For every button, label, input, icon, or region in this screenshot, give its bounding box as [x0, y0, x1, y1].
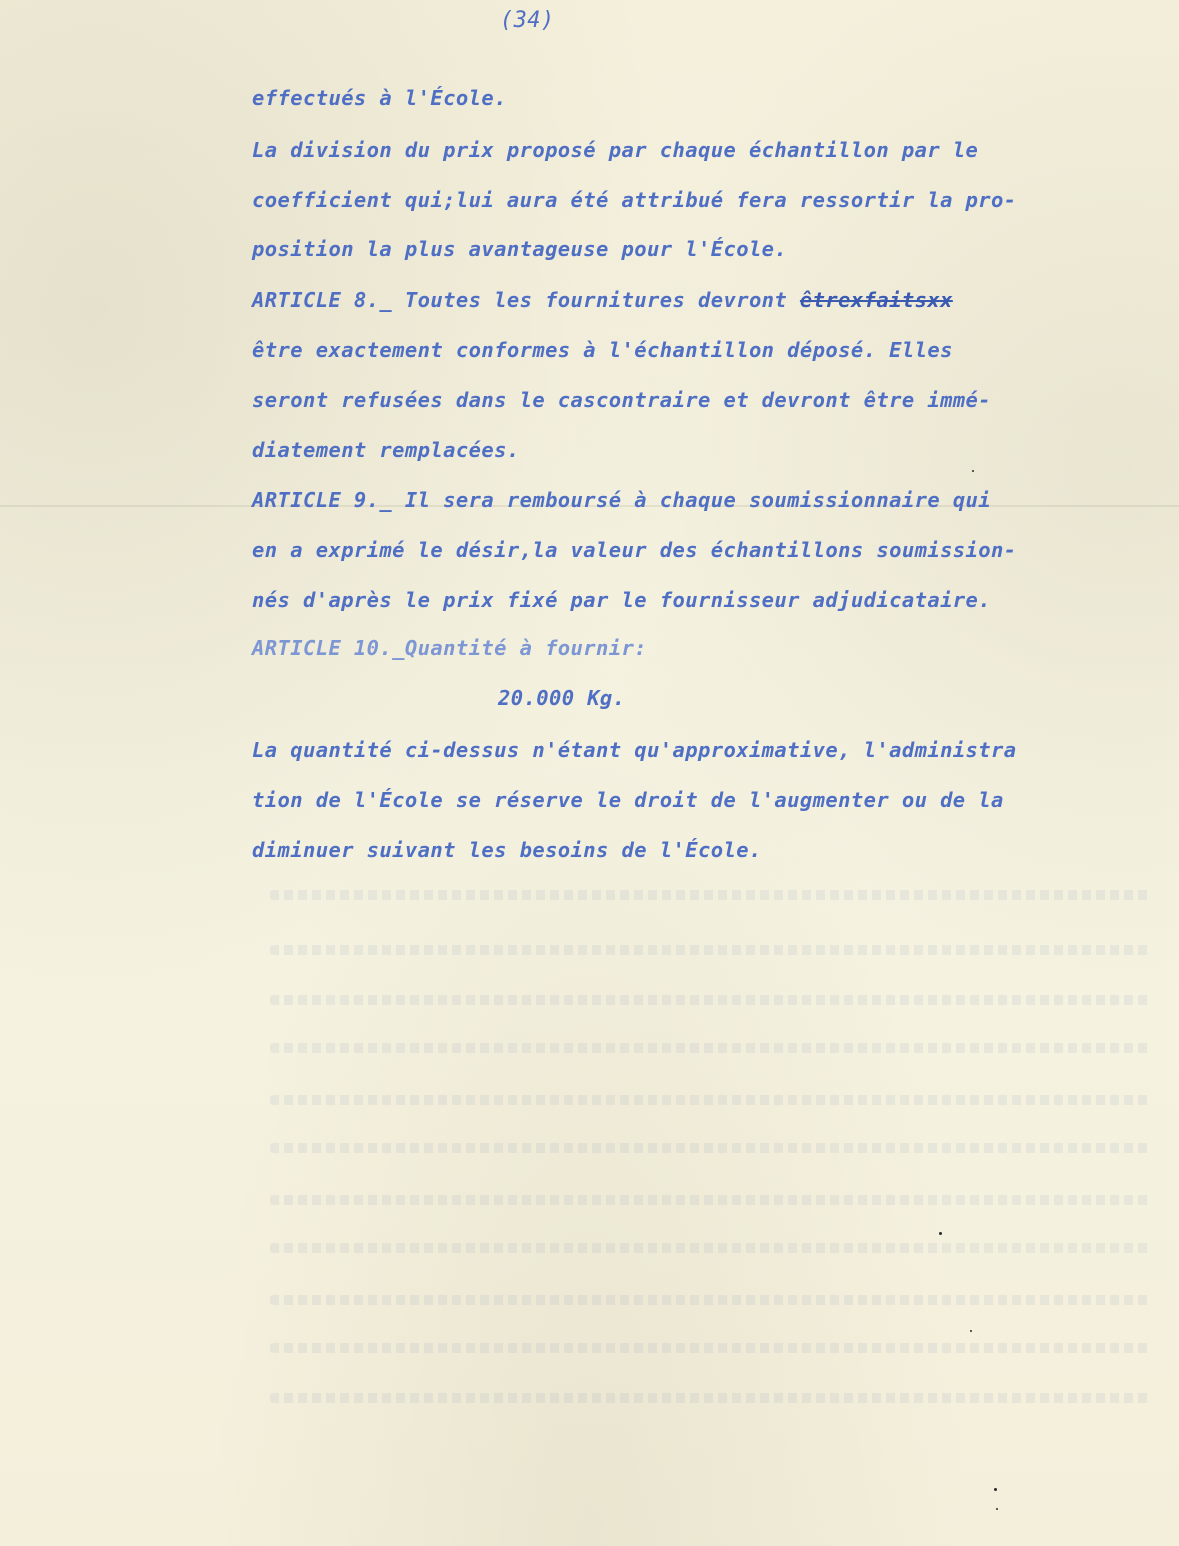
show-through-line	[270, 1295, 1150, 1305]
text-line: ARTICLE 8._ Toutes les fournitures devront	[252, 288, 800, 312]
struck-out-text: êtrexfaitsxx	[799, 288, 953, 312]
text-line: diatement remplacées.	[252, 438, 520, 462]
show-through-line	[270, 1343, 1150, 1353]
text-line: ARTICLE 9._ Il sera remboursé à chaque soumissionnaire qui	[252, 488, 992, 512]
text-line: tion de l'École se réserve le droit de l'augmenter ou de la	[252, 788, 1004, 812]
ink-speck	[996, 1508, 998, 1510]
text-line: La quantité ci-dessus n'étant qu'approximative, l'administra	[252, 738, 1017, 762]
show-through-line	[270, 1243, 1150, 1253]
quantity-value: 20.000 Kg.	[498, 686, 626, 710]
show-through-line	[270, 995, 1150, 1005]
text-line: effectués à l'École.	[252, 86, 507, 110]
text-line: en a exprimé le désir,la valeur des échantillons soumission-	[252, 538, 1017, 562]
show-through-line	[270, 890, 1150, 900]
text-line: être exactement conformes à l'échantillon déposé. Elles	[252, 338, 953, 362]
text-line: La division du prix proposé par chaque échantillon par le	[252, 138, 979, 162]
text-line: nés d'après le prix fixé par le fournisseur adjudicataire.	[252, 588, 992, 612]
show-through-line	[270, 1095, 1150, 1105]
page-number: (34)	[500, 8, 555, 33]
article-8-heading-line	[252, 290, 953, 311]
text-line: diminuer suivant les besoins de l'École.	[252, 838, 762, 862]
ink-speck	[994, 1488, 997, 1491]
ink-speck	[939, 1232, 942, 1235]
ink-speck	[970, 1330, 972, 1332]
show-through-line	[270, 945, 1150, 955]
text-line: ARTICLE 10._Quantité à fournir:	[252, 636, 648, 660]
text-line: seront refusées dans le cascontraire et devront être immé-	[252, 388, 992, 412]
show-through-line	[270, 1393, 1150, 1403]
text-line: position la plus avantageuse pour l'École.	[252, 237, 788, 261]
text-line: coefficient qui;lui aura été attribué fera ressortir la pro-	[252, 188, 1017, 212]
show-through-line	[270, 1143, 1150, 1153]
ink-speck	[972, 470, 974, 472]
show-through-line	[270, 1195, 1150, 1205]
show-through-line	[270, 1043, 1150, 1053]
